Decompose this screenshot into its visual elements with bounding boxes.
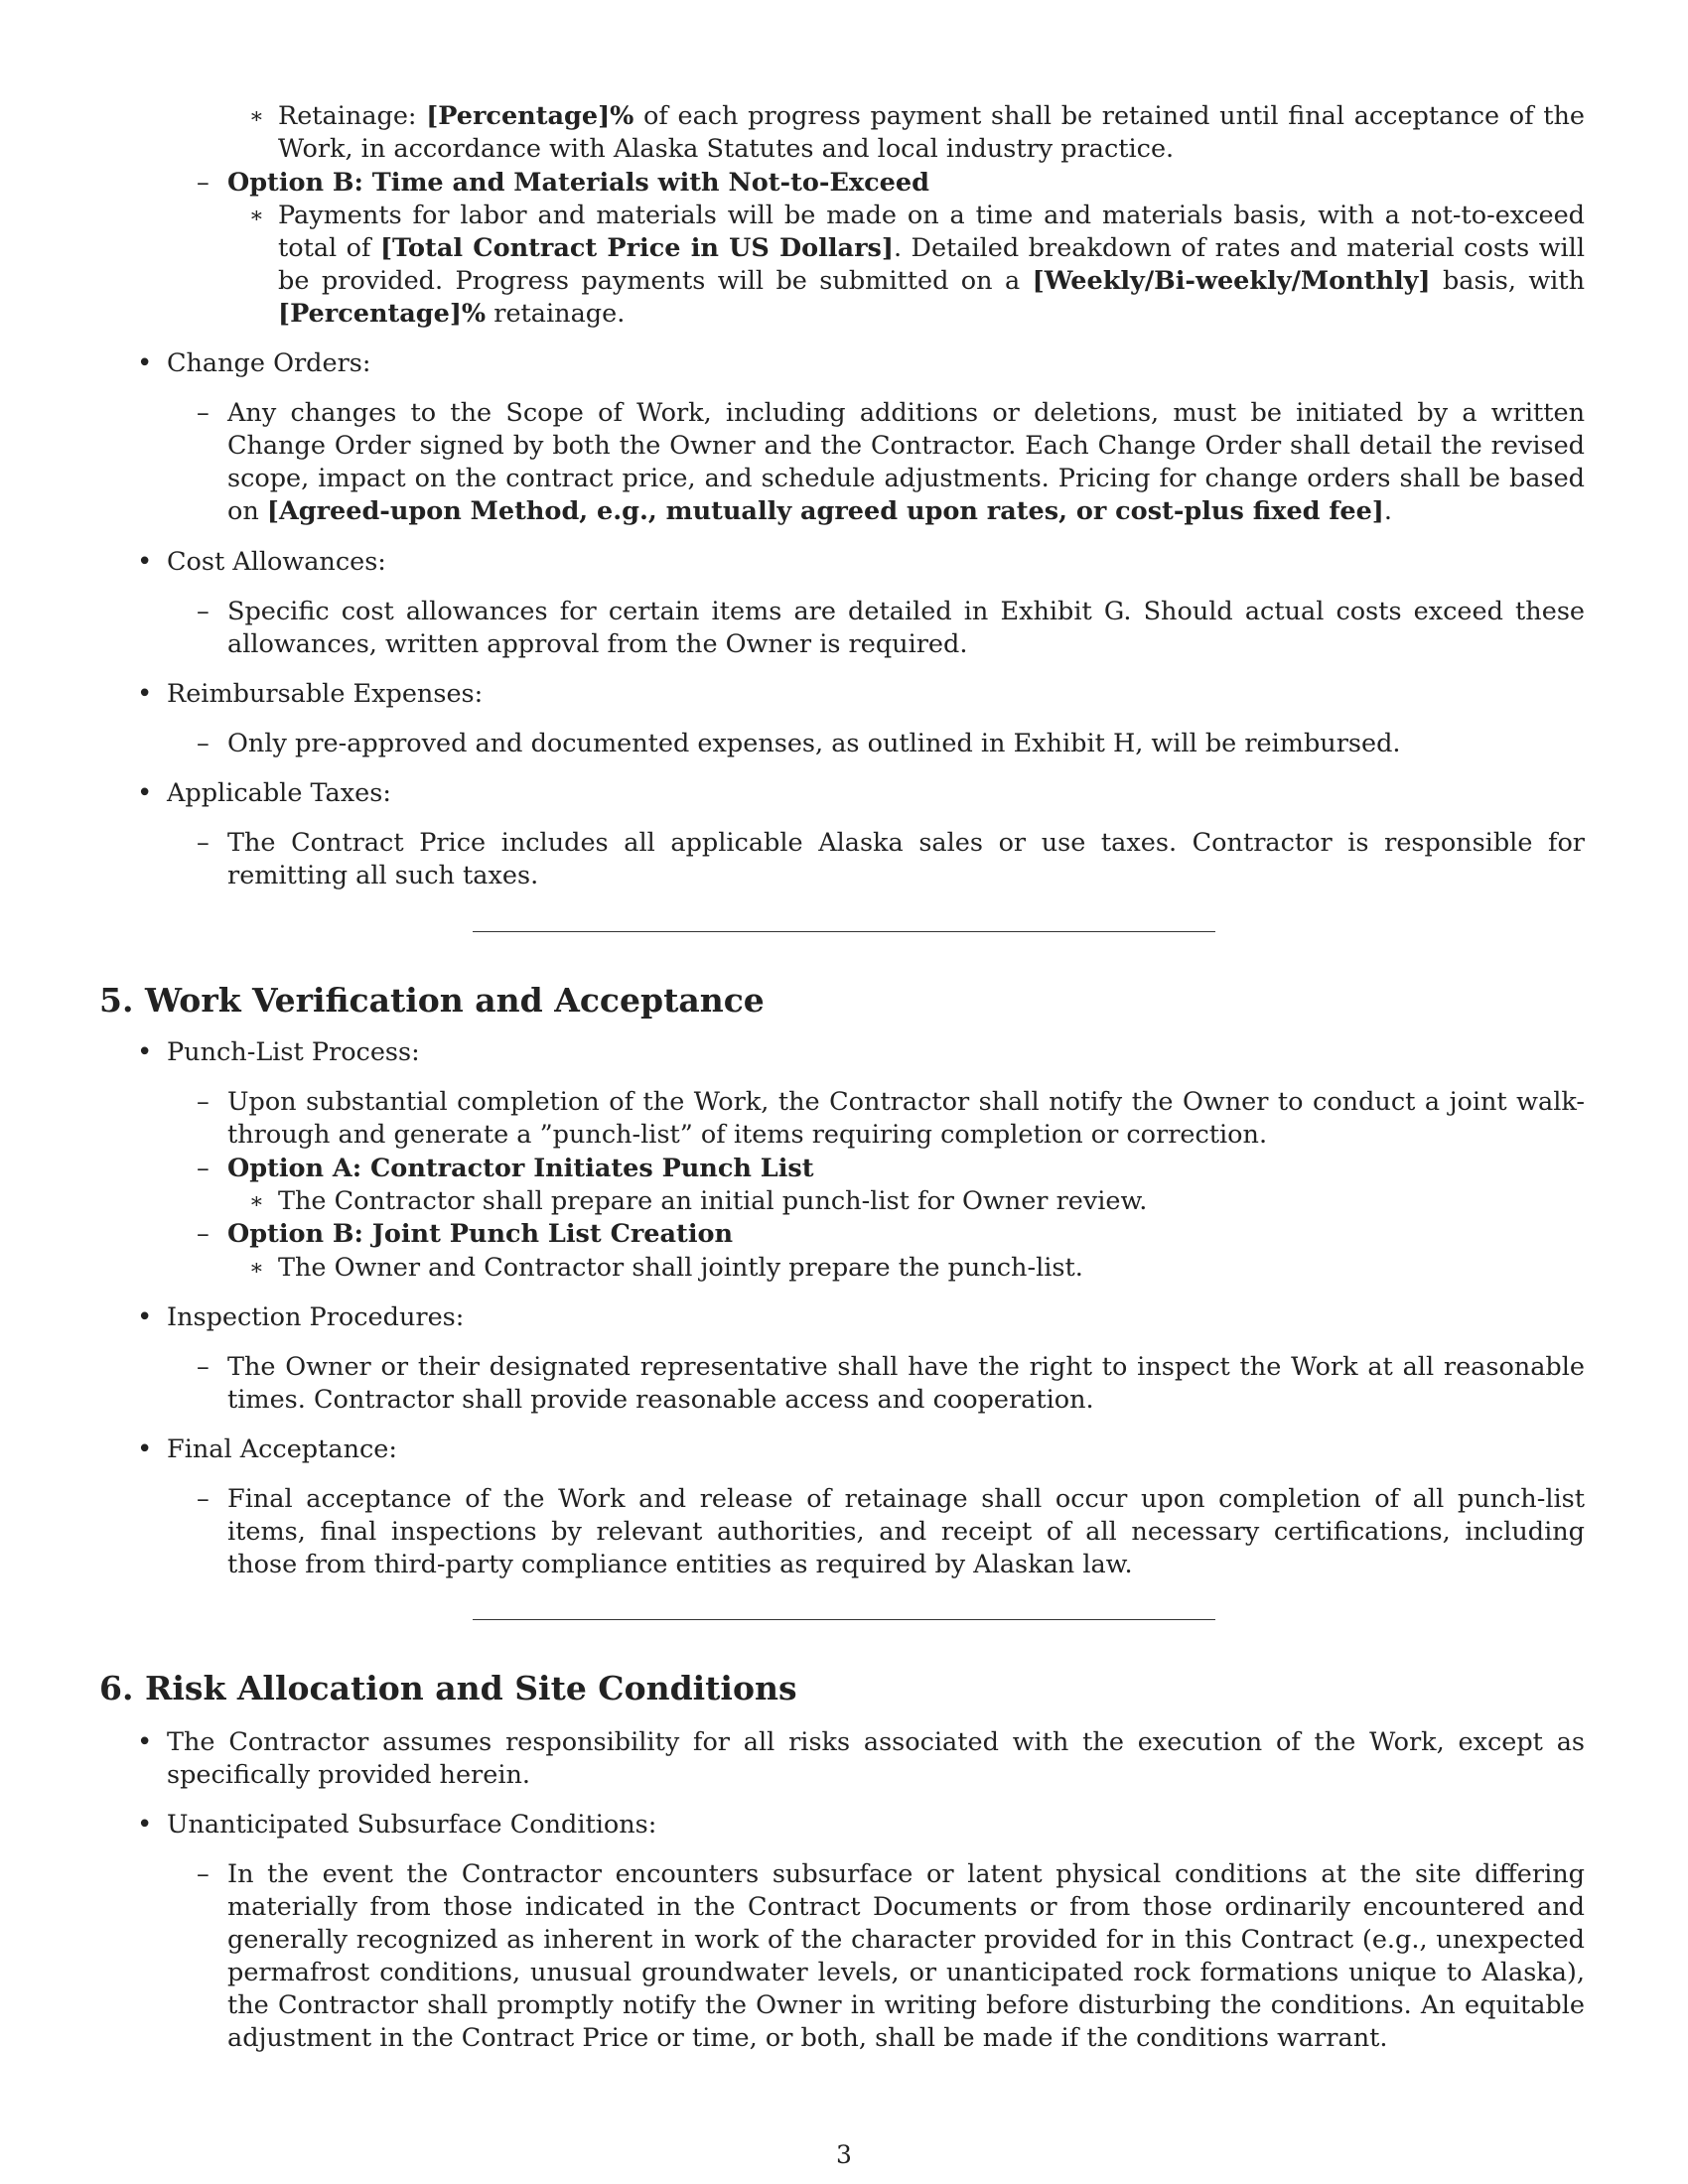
inspection-text: The Owner or their designated representative shall have the right to inspect the Work at all reasonable times. Contractor shall provide reasonable access and cooperation. xyxy=(227,1352,1585,1415)
bullet-marker: • xyxy=(137,547,153,577)
placeholder-percentage: [Percentage]% xyxy=(426,101,634,131)
dash-marker: – xyxy=(197,597,210,626)
section-divider xyxy=(473,1619,1215,1620)
dash-marker: – xyxy=(197,1352,210,1382)
placeholder-pricing-method: [Agreed-upon Method, e.g., mutually agreed upon rates, or cost-plus fixed fee] xyxy=(266,496,1384,526)
bullet-marker: • xyxy=(137,348,153,378)
dash-marker: – xyxy=(197,729,210,758)
dash-marker: – xyxy=(197,1219,210,1249)
cost-allowances-label: Cost Allowances: xyxy=(167,547,386,577)
reimbursable-text: Only pre-approved and documented expenses, as outlined in Exhibit H, will be reimbursed. xyxy=(227,729,1401,758)
star-marker: ∗ xyxy=(249,104,264,129)
bullet-marker: • xyxy=(137,1037,153,1067)
final-acceptance-text: Final acceptance of the Work and release of retainage shall occur upon completion of all punch-list items, final inspections by relevant authorities, and receipt of all necessary certifications, including those from third-party compliance entities as required by Alaskan law. xyxy=(227,1484,1585,1579)
section-6-heading: 6. Risk Allocation and Site Conditions xyxy=(99,1669,797,1707)
star-marker: ∗ xyxy=(249,1256,264,1281)
risk-text: The Contractor assumes responsibility for all risks associated with the execution of the Work, except as specifically provided herein. xyxy=(167,1727,1585,1790)
subsurface-text: In the event the Contractor encounters subsurface or latent physical conditions at the site differing materially from those indicated in the Contract Documents or from those ordinarily encountered and generally recognized as inherent in work of the character provided for in this Contract (e.g., unexpected permafrost conditions, unusual groundwater levels, or unanticipated rock formations unique to Alaska), the Contractor shall promptly notify the Owner in writing before disturbing the conditions. An equitable adjustment in the Contract Price or time, or both, shall be made if the conditions warrant. xyxy=(227,1859,1585,2053)
placeholder-payment-frequency: [Weekly/Bi-weekly/Monthly] xyxy=(1032,266,1431,296)
dash-marker: – xyxy=(197,1087,210,1117)
change-orders-label: Change Orders: xyxy=(167,348,371,378)
punch-list-label: Punch-List Process: xyxy=(167,1037,420,1067)
dash-marker: – xyxy=(197,1859,210,1889)
placeholder-retainage-percentage: [Percentage]% xyxy=(278,299,487,329)
option-a-punch-title: Option A: Contractor Initiates Punch List xyxy=(227,1154,814,1183)
retainage-text: of each progress payment shall be retained until final acceptance of the Work, in accordance with Alaska Statutes and local industry practice. xyxy=(278,101,1586,164)
dash-marker: – xyxy=(197,828,210,858)
section-divider xyxy=(473,931,1215,932)
bullet-marker: • xyxy=(137,679,153,709)
change-orders-text: Any changes to the Scope of Work, including additions or deletions, must be initiated by a written Change Order signed by both the Owner and the Contractor. Each Change Order shall detail the revised scope, impact on the contract price, and schedule adjustments. Pricing for change orders shall be based on [Agreed-upon Method, e.g., mutually agreed upon rates, or cost-plus fixed fee]. xyxy=(227,398,1585,526)
option-b-tm-text: Payments for labor and materials will be made on a time and materials basis, with a not-to-exceed total of [Total Contract Price in US Dollars]. Detailed breakdown of rates and material costs will be provided. Progress payments will be submitted on a [Weekly/Bi-weekly/Monthly] basis, with [Percentage]% retainage. xyxy=(278,201,1586,329)
option-b-tm-title: Option B: Time and Materials with Not-to-Exceed xyxy=(227,168,929,198)
taxes-text: The Contract Price includes all applicable Alaska sales or use taxes. Contractor is responsible for remitting all such taxes. xyxy=(227,828,1585,890)
dash-marker: – xyxy=(197,168,210,198)
bullet-marker: • xyxy=(137,778,153,808)
dash-marker: – xyxy=(197,1484,210,1514)
final-acceptance-label: Final Acceptance: xyxy=(167,1434,397,1464)
cost-allowances-text: Specific cost allowances for certain items are detailed in Exhibit G. Should actual costs exceed these allowances, written approval from the Owner is required. xyxy=(227,597,1585,659)
dash-marker: – xyxy=(197,398,210,428)
dash-marker: – xyxy=(197,1154,210,1183)
punch-list-text: Upon substantial completion of the Work, the Contractor shall notify the Owner to conduct a joint walk-through and generate a ”punch-list” of items requiring completion or correction. xyxy=(227,1087,1585,1150)
retainage-label: Retainage: xyxy=(278,101,427,131)
subsurface-label: Unanticipated Subsurface Conditions: xyxy=(167,1810,657,1840)
star-marker: ∗ xyxy=(249,204,264,228)
bullet-marker: • xyxy=(137,1810,153,1840)
taxes-label: Applicable Taxes: xyxy=(167,778,391,808)
option-b-punch-text: The Owner and Contractor shall jointly prepare the punch-list. xyxy=(278,1253,1083,1283)
retainage-item xyxy=(278,100,1585,166)
bullet-marker: • xyxy=(137,1302,153,1332)
option-a-punch-text: The Contractor shall prepare an initial punch-list for Owner review. xyxy=(278,1186,1148,1216)
bullet-marker: • xyxy=(137,1727,153,1757)
star-marker: ∗ xyxy=(249,1189,264,1214)
page-number: 3 xyxy=(836,2140,852,2169)
section-5-heading: 5. Work Verification and Acceptance xyxy=(99,981,765,1020)
reimbursable-label: Reimbursable Expenses: xyxy=(167,679,484,709)
option-b-punch-title: Option B: Joint Punch List Creation xyxy=(227,1219,734,1249)
placeholder-total-price: [Total Contract Price in US Dollars] xyxy=(379,233,894,263)
bullet-marker: • xyxy=(137,1434,153,1464)
inspection-label: Inspection Procedures: xyxy=(167,1302,465,1332)
